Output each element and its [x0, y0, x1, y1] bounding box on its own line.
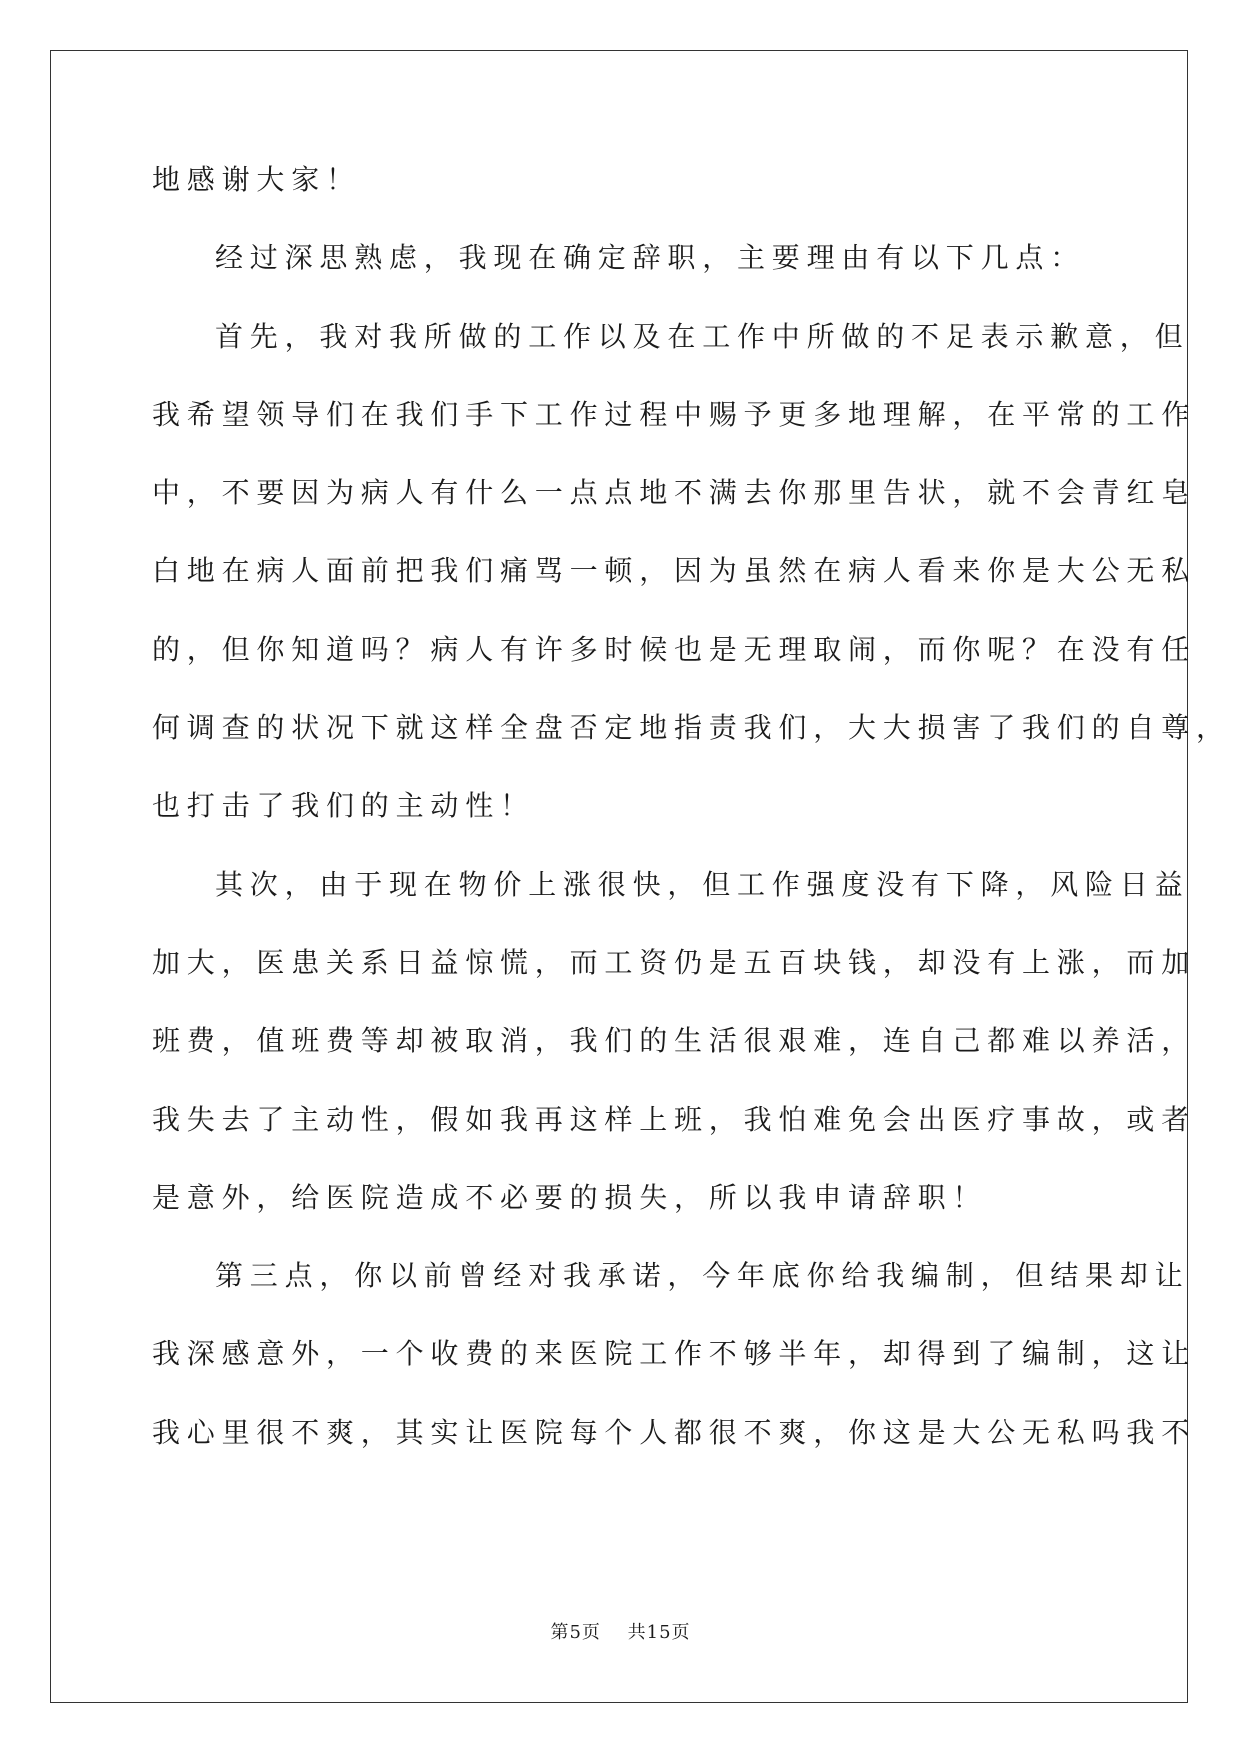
text-line: 我失去了主动性，假如我再这样上班，我怕难免会出医疗事故，或者 — [152, 1102, 1197, 1136]
text-line: 地感谢大家！ — [152, 163, 361, 196]
text-line: 首先，我对我所做的工作以及在工作中所做的不足表示歉意，但 — [215, 319, 1190, 353]
text-line: 何调查的状况下就这样全盘否定地指责我们，大大损害了我们的自尊， — [152, 711, 1231, 745]
page-total: 共15页 — [627, 1622, 691, 1643]
text-line: 加大，医患关系日益惊慌，而工资仍是五百块钱，却没有上涨，而加 — [152, 945, 1197, 979]
text-line: 我希望领导们在我们手下工作过程中赐予更多地理解，在平常的工作 — [152, 397, 1197, 431]
text-line: 其次，由于现在物价上涨很快，但工作强度没有下降，风险日益 — [215, 867, 1190, 901]
text-line: 中，不要因为病人有什么一点点地不满去你那里告状，就不会青红皂 — [152, 476, 1197, 510]
text-line: 是意外，给医院造成不必要的损失，所以我申请辞职！ — [152, 1180, 988, 1214]
text-line: 我深感意外，一个收费的来医院工作不够半年，却得到了编制，这让 — [152, 1337, 1197, 1371]
page-number: 第5页 — [550, 1622, 601, 1643]
text-line: 班费，值班费等却被取消，我们的生活很艰难，连自己都难以养活， — [152, 1024, 1197, 1058]
text-line: 经过深思熟虑，我现在确定辞职，主要理由有以下几点： — [215, 241, 1086, 275]
page-footer — [0, 1618, 1241, 1644]
text-line: 也打击了我们的主动性！ — [152, 789, 535, 823]
text-line: 白地在病人面前把我们痛骂一顿，因为虽然在病人看来你是大公无私 — [152, 554, 1197, 588]
text-line: 第三点，你以前曾经对我承诺，今年底你给我编制，但结果却让 — [215, 1259, 1190, 1293]
document-body — [152, 160, 1231, 1491]
text-line: 的，但你知道吗？病人有许多时候也是无理取闹，而你呢？在没有任 — [152, 632, 1197, 666]
text-line: 我心里很不爽，其实让医院每个人都很不爽，你这是大公无私吗我不 — [152, 1415, 1197, 1449]
